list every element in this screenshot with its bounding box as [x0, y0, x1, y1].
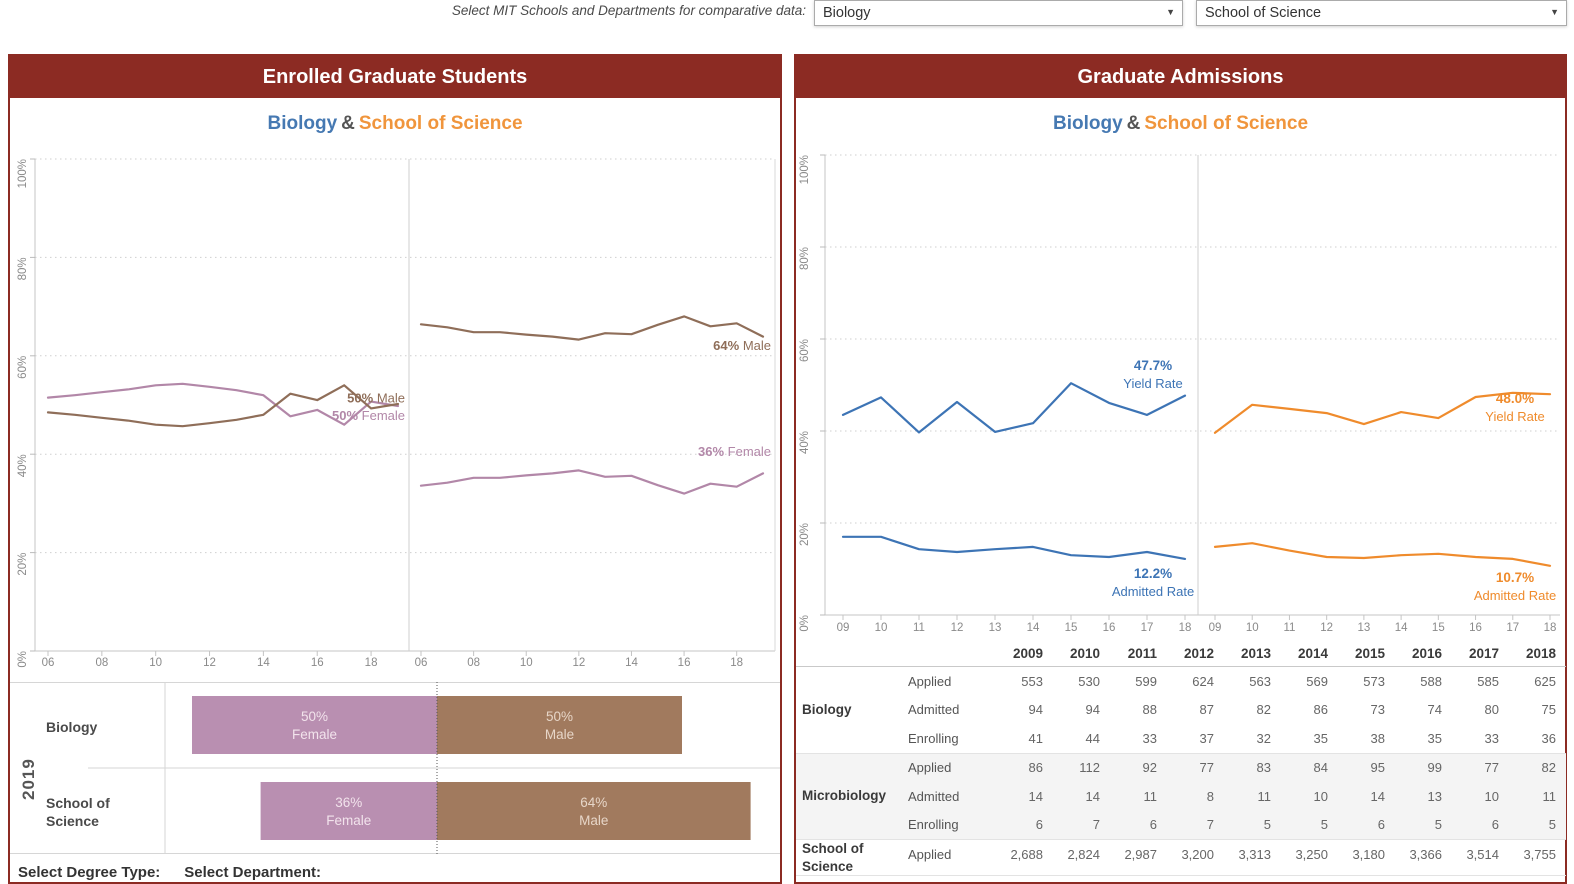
- table-group-biology: [796, 667, 1566, 754]
- x-axis-tick-label: 12: [203, 657, 216, 669]
- x-axis-tick-label: 09: [1208, 622, 1222, 634]
- x-axis-tick-label: 06: [414, 657, 428, 669]
- table-cell: 37: [1199, 730, 1214, 746]
- table-group-microbiology: [796, 754, 1566, 841]
- bar-value-label: 50%: [545, 709, 574, 724]
- x-axis-tick-label: 10: [874, 622, 888, 634]
- toolbar-instruction: Select MIT Schools and Departments for comparative data:: [451, 3, 806, 18]
- chevron-down-icon: ▼: [1166, 7, 1175, 17]
- x-axis-tick-label: 18: [1543, 622, 1557, 634]
- bar-value-label: Female: [326, 813, 372, 828]
- table-cell: 588: [1420, 673, 1442, 689]
- x-axis-tick-label: 10: [519, 657, 533, 669]
- department-filter-label[interactable]: Select Department:: [184, 864, 321, 881]
- table-cell: 82: [1256, 702, 1271, 718]
- series-end-label: Admitted Rate: [1473, 587, 1557, 603]
- table-cell: 3,180: [1352, 846, 1385, 862]
- table-cell: 92: [1142, 760, 1157, 776]
- bar-school-of-science-male[interactable]: [437, 782, 751, 840]
- table-cell: 3,200: [1181, 846, 1214, 862]
- x-axis-tick-label: 13: [988, 622, 1002, 634]
- enrolled-trend-chart: [10, 150, 780, 678]
- y-axis-tick-label: 60%: [17, 355, 29, 379]
- table-cell: 33: [1142, 730, 1157, 746]
- table-cell: 5: [1548, 817, 1556, 833]
- table-year-header: 2010: [1069, 646, 1100, 661]
- bar-value-label: 36%: [335, 795, 363, 810]
- x-axis-tick-label: 11: [1283, 622, 1296, 634]
- table-cell: 6: [1035, 817, 1043, 833]
- table-year-header: 2017: [1468, 646, 1499, 661]
- bar-biology-female[interactable]: [192, 696, 437, 754]
- table-cell: 14: [1370, 788, 1385, 804]
- series-end-label: Yield Rate: [1123, 376, 1183, 392]
- table-cell: 73: [1370, 702, 1385, 718]
- table-metric-label: Enrolling: [908, 817, 959, 833]
- subtitle-department: Biology: [267, 113, 338, 134]
- table-row: [908, 667, 1566, 696]
- subtitle-school: School of Science: [358, 113, 523, 134]
- x-axis-tick-label: 16: [677, 657, 691, 669]
- table-cell: 36: [1541, 730, 1556, 746]
- table-cell: 35: [1313, 730, 1328, 746]
- series-end-label: 47.7%: [1133, 357, 1173, 373]
- table-cell: 82: [1541, 760, 1556, 776]
- x-axis-tick-label: 17: [1506, 622, 1520, 634]
- table-row: [908, 811, 1566, 840]
- trend-line-school-of-science-male[interactable]: [421, 316, 763, 339]
- table-cell: 2,824: [1067, 846, 1100, 862]
- table-cell: 14: [1028, 788, 1043, 804]
- table-cell: 3,366: [1409, 846, 1442, 862]
- x-axis-tick-label: 16: [1469, 622, 1482, 634]
- school-dropdown-value: School of Science: [1205, 5, 1322, 21]
- x-axis-tick-label: 06: [41, 657, 55, 669]
- table-cell: 5: [1263, 817, 1271, 833]
- x-axis-tick-label: 11: [913, 622, 925, 634]
- enrolled-panel-title: Enrolled Graduate Students: [10, 56, 780, 98]
- table-year-header: 2012: [1183, 646, 1214, 661]
- x-axis-tick-label: 17: [1140, 622, 1154, 634]
- y-axis-tick-label: 20%: [17, 552, 29, 576]
- series-end-label: Yield Rate: [1485, 408, 1545, 424]
- table-cell: 11: [1143, 788, 1157, 804]
- table-cell: 32: [1256, 730, 1271, 746]
- table-row: [908, 782, 1566, 811]
- trend-line-biology-admitted-rate[interactable]: [843, 537, 1185, 559]
- table-cell: 553: [1021, 673, 1043, 689]
- bar-value-label: Male: [579, 813, 609, 828]
- table-cell: 80: [1484, 702, 1499, 718]
- x-axis-tick-label: 18: [1178, 622, 1192, 634]
- table-year-header: 2009: [1012, 646, 1043, 661]
- x-axis-tick-label: 12: [572, 657, 586, 669]
- bars-year-label: 2019: [19, 758, 38, 800]
- enrolled-subtitle: [10, 113, 780, 135]
- x-axis-tick-label: 14: [256, 657, 270, 669]
- bar-value-label: Female: [291, 727, 338, 742]
- x-axis-tick-label: 08: [467, 657, 481, 669]
- series-end-label: 12.2%: [1133, 566, 1173, 582]
- table-cell: 84: [1313, 760, 1328, 776]
- table-metric-label: Applied: [908, 846, 952, 862]
- table-cell: 599: [1135, 673, 1157, 689]
- table-cell: 8: [1206, 788, 1214, 804]
- table-cell: 3,514: [1466, 846, 1499, 862]
- table-cell: 83: [1256, 760, 1271, 776]
- table-cell: 7: [1206, 817, 1214, 833]
- x-axis-tick-label: 10: [1245, 622, 1259, 634]
- table-cell: 86: [1313, 702, 1328, 718]
- table-cell: 44: [1085, 730, 1100, 746]
- table-cell: 585: [1477, 673, 1499, 689]
- table-cell: 95: [1370, 760, 1385, 776]
- enrolled-students-panel: [8, 54, 782, 884]
- table-cell: 563: [1249, 673, 1271, 689]
- table-cell: 2,987: [1124, 846, 1157, 862]
- y-axis-tick-label: 40%: [799, 431, 811, 455]
- y-axis-tick-label: 40%: [17, 454, 29, 478]
- table-cell: 77: [1484, 760, 1499, 776]
- table-year-header: 2014: [1297, 646, 1328, 661]
- admissions-table: [796, 641, 1566, 876]
- table-year-header: 2015: [1354, 646, 1385, 661]
- table-header-row: [796, 641, 1566, 667]
- table-cell: 14: [1085, 788, 1100, 804]
- x-axis-tick-label: 15: [1064, 622, 1078, 634]
- table-cell: 33: [1484, 730, 1499, 746]
- degree-type-filter-label[interactable]: Select Degree Type:: [18, 864, 161, 881]
- y-axis-tick-label: 80%: [17, 257, 29, 281]
- table-year-header: 2018: [1525, 646, 1556, 661]
- y-axis-tick-label: 0%: [17, 651, 29, 668]
- x-axis-tick-label: 16: [1102, 622, 1116, 634]
- admissions-trend-chart: [796, 150, 1566, 640]
- table-cell: 41: [1028, 730, 1043, 746]
- footer-filters: [18, 864, 321, 881]
- table-cell: 3,250: [1295, 846, 1328, 862]
- y-axis-tick-label: 100%: [799, 155, 811, 185]
- table-group-label: Microbiology: [802, 788, 886, 804]
- bar-school-of-science-female[interactable]: [261, 782, 437, 840]
- table-cell: 74: [1427, 702, 1442, 718]
- table-cell: 2,688: [1010, 846, 1043, 862]
- series-end-label: 10.7%: [1495, 569, 1535, 585]
- x-axis-tick-label: 18: [364, 657, 378, 669]
- table-cell: 88: [1142, 702, 1157, 718]
- x-axis-tick-label: 09: [836, 622, 850, 634]
- bars-row-label-biology: Biology: [46, 719, 98, 735]
- table-cell: 11: [1257, 788, 1271, 804]
- table-cell: 569: [1306, 673, 1328, 689]
- x-axis-tick-label: 12: [1320, 622, 1334, 634]
- table-cell: 7: [1092, 817, 1100, 833]
- subtitle-ampersand: &: [1126, 113, 1141, 134]
- table-group-label: School of Science: [802, 841, 864, 874]
- table-cell: 112: [1079, 760, 1100, 776]
- table-cell: 624: [1192, 673, 1214, 689]
- department-dropdown-value: Biology: [823, 5, 871, 21]
- table-group-school-of-science: [796, 840, 1566, 876]
- subtitle-ampersand: &: [341, 113, 355, 134]
- table-cell: 77: [1199, 760, 1214, 776]
- table-cell: 86: [1028, 760, 1043, 776]
- table-cell: 13: [1427, 788, 1442, 804]
- x-axis-tick-label: 14: [1394, 622, 1408, 634]
- table-row: [908, 724, 1566, 753]
- table-cell: 38: [1370, 730, 1385, 746]
- table-cell: 10: [1313, 788, 1328, 804]
- table-cell: 94: [1085, 702, 1100, 718]
- table-cell: 5: [1320, 817, 1328, 833]
- table-cell: 75: [1541, 702, 1556, 718]
- chevron-down-icon: ▼: [1550, 7, 1559, 17]
- bar-biology-male[interactable]: [437, 696, 682, 754]
- table-cell: 6: [1491, 817, 1499, 833]
- table-cell: 573: [1363, 673, 1385, 689]
- table-metric-label: Applied: [908, 760, 952, 776]
- y-axis-tick-label: 100%: [17, 159, 29, 189]
- table-cell: 87: [1199, 702, 1214, 718]
- series-end-label: 48.0%: [1495, 390, 1535, 406]
- series-end-label: 50% Male: [347, 390, 405, 406]
- series-end-label: Admitted Rate: [1111, 584, 1195, 600]
- y-axis-tick-label: 0%: [799, 615, 811, 632]
- school-dropdown[interactable]: [1196, 0, 1567, 26]
- bar-value-label: 64%: [580, 795, 608, 810]
- admissions-panel-title: Graduate Admissions: [796, 56, 1565, 98]
- y-axis-tick-label: 80%: [799, 247, 811, 271]
- series-end-label: 36% Female: [698, 444, 771, 460]
- table-cell: 99: [1427, 760, 1442, 776]
- series-end-label: 64% Male: [713, 337, 771, 353]
- subtitle-department: Biology: [1052, 113, 1123, 134]
- table-year-header: 2016: [1411, 646, 1442, 661]
- x-axis-tick-label: 15: [1431, 622, 1445, 634]
- table-metric-label: Admitted: [908, 702, 960, 718]
- department-dropdown[interactable]: [814, 0, 1183, 26]
- x-axis-tick-label: 10: [149, 657, 163, 669]
- admissions-subtitle: [796, 113, 1565, 135]
- y-axis-tick-label: 20%: [799, 523, 811, 547]
- table-cell: 530: [1078, 673, 1100, 689]
- series-end-label: 50% Female: [332, 407, 405, 423]
- table-row: [908, 696, 1566, 725]
- table-cell: 10: [1484, 788, 1499, 804]
- bars-row-label-school: School of Science: [46, 795, 110, 830]
- table-metric-label: Applied: [908, 673, 952, 689]
- table-cell: 3,755: [1523, 846, 1556, 862]
- table-cell: 35: [1427, 730, 1442, 746]
- table-cell: 6: [1377, 817, 1385, 833]
- table-year-header: 2013: [1240, 646, 1271, 661]
- trend-line-school-of-science-admitted-rate[interactable]: [1215, 543, 1550, 566]
- x-axis-tick-label: 12: [950, 622, 964, 634]
- table-cell: 5: [1434, 817, 1442, 833]
- graduate-admissions-panel: [794, 54, 1567, 884]
- subtitle-school: School of Science: [1144, 113, 1309, 134]
- table-metric-label: Admitted: [908, 788, 960, 804]
- table-cell: 3,313: [1238, 846, 1271, 862]
- table-cell: 6: [1149, 817, 1157, 833]
- table-cell: 625: [1534, 673, 1556, 689]
- x-axis-tick-label: 14: [1026, 622, 1040, 634]
- bar-value-label: Male: [544, 727, 575, 742]
- table-group-label: Biology: [802, 701, 852, 717]
- x-axis-tick-label: 08: [95, 657, 109, 669]
- y-axis-tick-label: 60%: [799, 339, 811, 363]
- table-row: [908, 754, 1566, 783]
- x-axis-tick-label: 14: [625, 657, 638, 669]
- x-axis-tick-label: 18: [730, 657, 744, 669]
- table-metric-label: Enrolling: [908, 730, 959, 746]
- bar-value-label: 50%: [300, 709, 329, 724]
- x-axis-tick-label: 13: [1357, 622, 1371, 634]
- table-row: [908, 840, 1566, 869]
- table-year-header: 2011: [1127, 646, 1157, 661]
- toolbar: [0, 0, 1574, 34]
- trend-line-school-of-science-female[interactable]: [421, 470, 763, 493]
- x-axis-tick-label: 16: [310, 657, 324, 669]
- table-cell: 94: [1028, 702, 1043, 718]
- table-cell: 11: [1542, 788, 1556, 804]
